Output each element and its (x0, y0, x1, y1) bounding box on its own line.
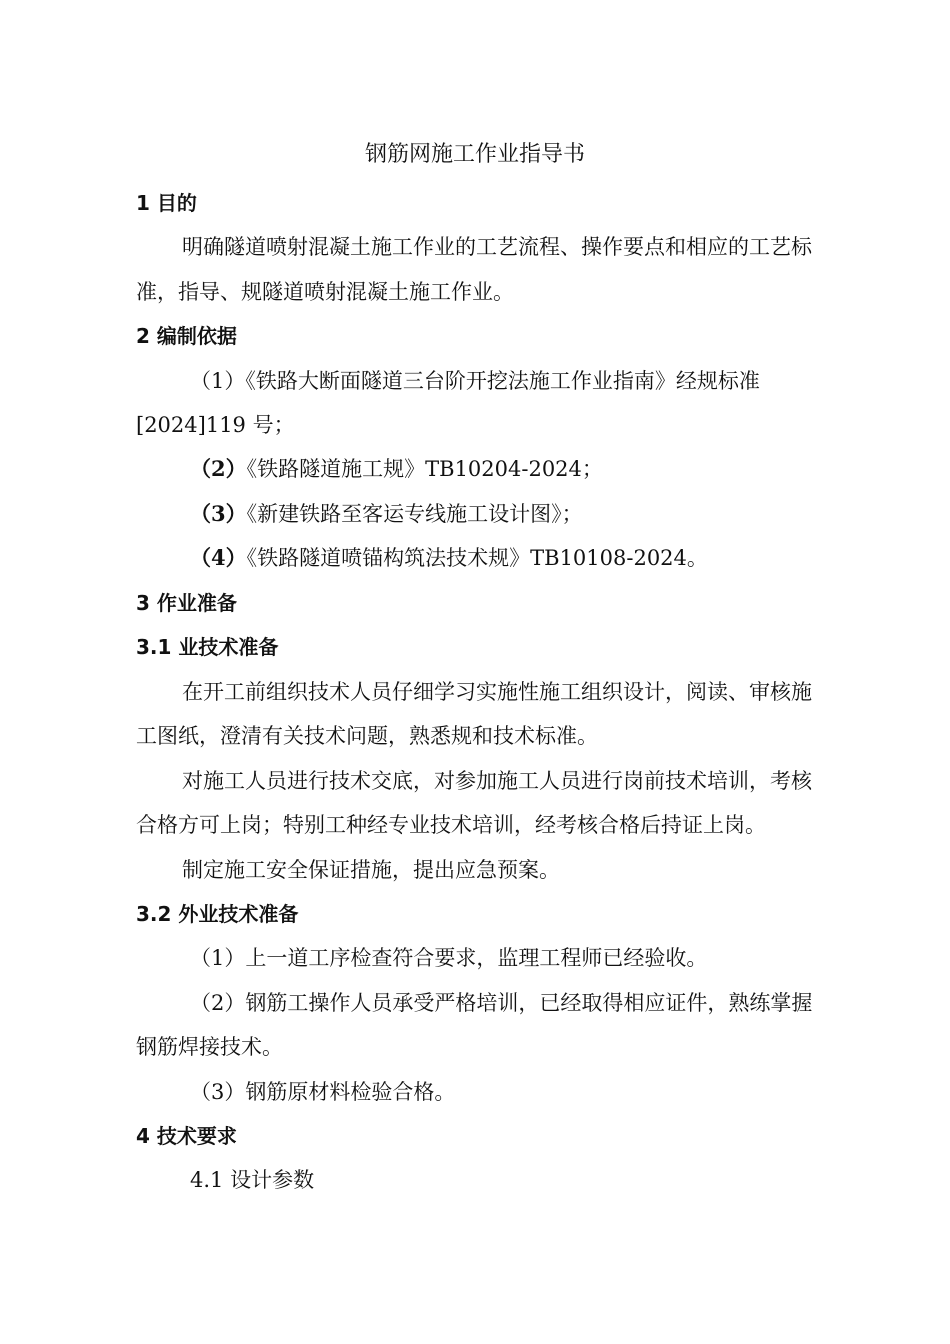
reference-3-number: （3） (190, 501, 247, 526)
reference-4 (190, 544, 708, 572)
section-3-heading: 3 作业准备 (136, 591, 237, 615)
section-3-1-paragraph-1-line-2: 工图纸，澄清有关技术问题，熟悉规和技术标准。 (136, 724, 598, 748)
section-4-heading: 4 技术要求 (136, 1124, 237, 1148)
reference-1-line-2: [2024]119 号； (136, 413, 295, 437)
section-3-1-paragraph-3: 制定施工安全保证措施，提出应急预案。 (182, 858, 560, 882)
section-3-2-heading: 3.2 外业技术准备 (136, 902, 299, 926)
reference-4-text: 《铁路隧道喷锚构筑法技术规》TB10108-2024。 (246, 546, 708, 570)
section-3-2-item-1: （1）上一道工序检查符合要求，监理工程师已经验收。 (190, 946, 708, 970)
section-3-2-item-2-line-1: （2）钢筋工操作人员承受严格培训，已经取得相应证件，熟练掌握 (190, 991, 813, 1015)
section-2-heading: 2 编制依据 (136, 324, 237, 348)
section-3-1-paragraph-1-line-1: 在开工前组织技术人员仔细学习实施性施工组织设计，阅读、审核施 (182, 680, 812, 704)
reference-2-text: 《铁路隧道施工规》TB10204-2024； (246, 457, 603, 481)
section-3-1-paragraph-2-line-1: 对施工人员进行技术交底，对参加施工人员进行岗前技术培训，考核 (182, 769, 812, 793)
reference-1-line-1: （1）《铁路大断面隧道三台阶开挖法施工作业指南》经规标准 (190, 369, 760, 393)
section-3-1-paragraph-2-line-2: 合格方可上岗；特别工种经专业技术培训，经考核合格后持证上岗。 (136, 813, 766, 837)
reference-4-number: （4） (190, 545, 247, 570)
section-3-2-item-3: （3）钢筋原材料检验合格。 (190, 1080, 456, 1104)
document-title: 钢筋网施工作业指导书 (364, 142, 585, 167)
section-1-paragraph-line-2: 准，指导、规隧道喷射混凝土施工作业。 (136, 280, 514, 304)
section-4-1-heading: 4.1 设计参数 (190, 1168, 315, 1192)
section-3-2-item-2-line-2: 钢筋焊接技术。 (136, 1035, 283, 1059)
reference-2 (190, 455, 603, 483)
section-1-heading: 1 目的 (136, 191, 197, 215)
reference-3-text: 《新建铁路至客运专线施工设计图》； (246, 502, 583, 526)
reference-3 (190, 500, 583, 528)
section-3-1-heading: 3.1 业技术准备 (136, 635, 279, 659)
section-1-paragraph-line-1: 明确隧道喷射混凝土施工作业的工艺流程、操作要点和相应的工艺标 (182, 235, 812, 259)
reference-2-number: （2） (190, 456, 247, 481)
